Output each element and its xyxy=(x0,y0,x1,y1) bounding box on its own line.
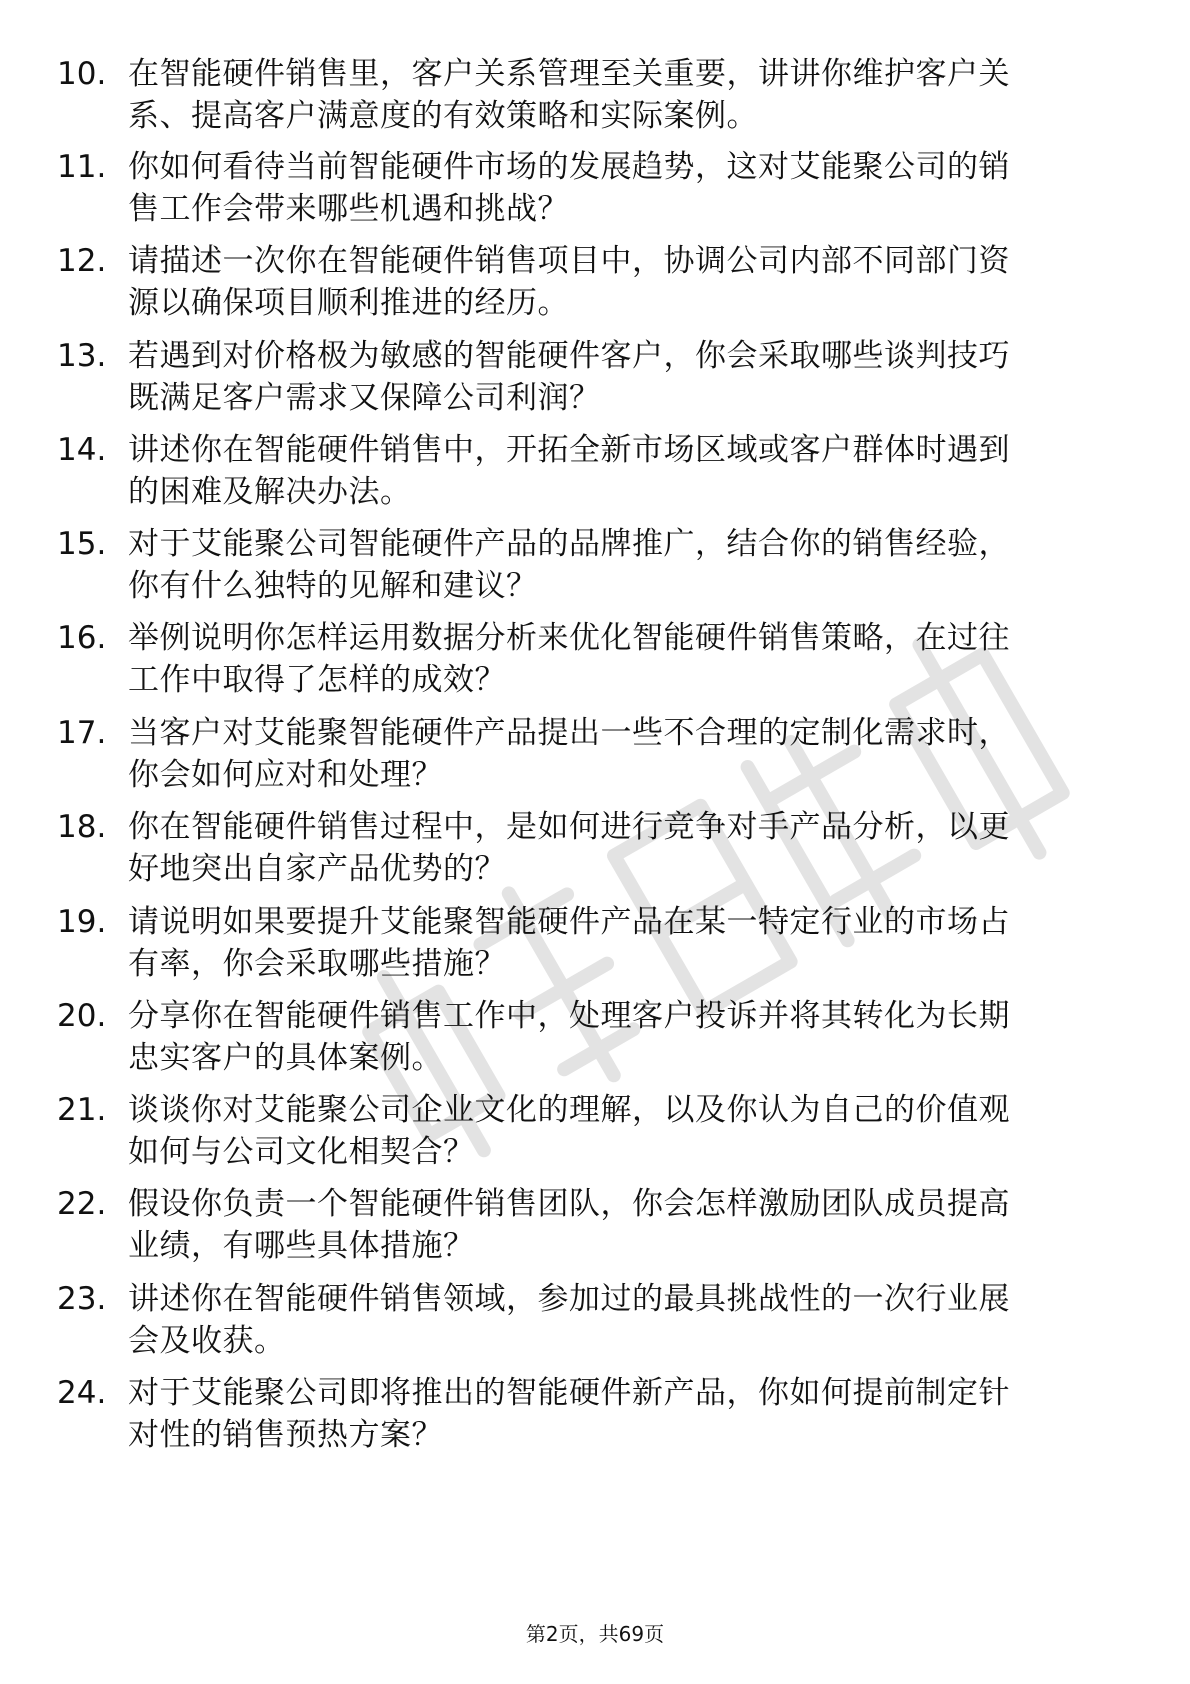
question-text-line1: 请说明如果要提升艾能聚智能硬件产品在某一特定行业的市场占 xyxy=(128,904,1010,940)
page-number-label: 第2页，共69页 xyxy=(525,1622,665,1646)
question-item xyxy=(0,806,1190,896)
question-item xyxy=(0,429,1190,519)
question-text-line2: 源以确保项目顺利推进的经历。 xyxy=(128,285,569,321)
question-number: 19. xyxy=(57,904,107,940)
question-text-line1: 在智能硬件销售里，客户关系管理至关重要，讲讲你维护客户关 xyxy=(128,56,1010,92)
question-text-line2: 工作中取得了怎样的成效？ xyxy=(128,662,506,698)
question-item xyxy=(0,240,1190,330)
question-item xyxy=(0,617,1190,707)
question-item xyxy=(0,146,1190,236)
question-number: 11. xyxy=(57,149,107,185)
question-text-line2: 如何与公司文化相契合？ xyxy=(128,1134,475,1170)
question-text-line2: 会及收获。 xyxy=(128,1323,286,1359)
question-item xyxy=(0,523,1190,613)
question-text-line2: 你会如何应对和处理？ xyxy=(128,757,443,793)
question-text-line1: 假设你负责一个智能硬件销售团队，你会怎样激励团队成员提高 xyxy=(128,1186,1010,1222)
question-text-line1: 讲述你在智能硬件销售领域，参加过的最具挑战性的一次行业展 xyxy=(128,1281,1010,1317)
question-text-line1: 举例说明你怎样运用数据分析来优化智能硬件销售策略，在过往 xyxy=(128,620,1010,656)
question-text-line2: 系、提高客户满意度的有效策略和实际案例。 xyxy=(128,98,758,134)
question-item xyxy=(0,995,1190,1085)
question-item xyxy=(0,1183,1190,1273)
question-text-line2: 对性的销售预热方案？ xyxy=(128,1417,443,1453)
question-text-line2: 的困难及解决办法。 xyxy=(128,474,412,510)
page-footer xyxy=(0,1620,1190,1648)
question-text-line1: 分享你在智能硬件销售工作中，处理客户投诉并将其转化为长期 xyxy=(128,998,1010,1034)
question-text-line2: 售工作会带来哪些机遇和挑战？ xyxy=(128,191,569,227)
question-item xyxy=(0,1372,1190,1462)
question-text-line1: 讲述你在智能硬件销售中，开拓全新市场区域或客户群体时遇到 xyxy=(128,432,1010,468)
question-text-line2: 你有什么独特的见解和建议？ xyxy=(128,568,538,604)
question-item xyxy=(0,901,1190,991)
question-number: 13. xyxy=(57,338,107,374)
question-item xyxy=(0,53,1190,143)
question-number: 16. xyxy=(57,620,107,656)
question-number: 12. xyxy=(57,243,107,279)
question-number: 21. xyxy=(57,1092,107,1128)
question-text-line1: 你在智能硬件销售过程中，是如何进行竞争对手产品分析，以更 xyxy=(128,809,1010,845)
question-text-line2: 好地突出自家产品优势的？ xyxy=(128,851,506,887)
question-number: 18. xyxy=(57,809,107,845)
question-number: 14. xyxy=(57,432,107,468)
question-item xyxy=(0,712,1190,802)
question-text-line2: 忠实客户的具体案例。 xyxy=(128,1040,443,1076)
question-text-line2: 既满足客户需求又保障公司利润？ xyxy=(128,380,601,416)
question-number: 24. xyxy=(57,1375,107,1411)
question-text-line2: 业绩，有哪些具体措施？ xyxy=(128,1228,475,1264)
question-text-line2: 有率，你会采取哪些措施？ xyxy=(128,946,506,982)
question-text-line1: 对于艾能聚公司智能硬件产品的品牌推广，结合你的销售经验， xyxy=(128,526,1010,562)
question-text-line1: 请描述一次你在智能硬件销售项目中，协调公司内部不同部门资 xyxy=(128,243,1010,279)
question-text-line1: 若遇到对价格极为敏感的智能硬件客户，你会采取哪些谈判技巧 xyxy=(128,338,1010,374)
question-item xyxy=(0,1089,1190,1179)
question-text-line1: 对于艾能聚公司即将推出的智能硬件新产品，你如何提前制定针 xyxy=(128,1375,1010,1411)
question-number: 10. xyxy=(57,56,107,92)
question-text-line1: 你如何看待当前智能硬件市场的发展趋势，这对艾能聚公司的销 xyxy=(128,149,1010,185)
question-item xyxy=(0,335,1190,425)
question-text-line1: 谈谈你对艾能聚公司企业文化的理解，以及你认为自己的价值观 xyxy=(128,1092,1010,1128)
question-number: 22. xyxy=(57,1186,107,1222)
question-number: 20. xyxy=(57,998,107,1034)
question-number: 17. xyxy=(57,715,107,751)
question-text-line1: 当客户对艾能聚智能硬件产品提出一些不合理的定制化需求时， xyxy=(128,715,1010,751)
question-number: 15. xyxy=(57,526,107,562)
question-item xyxy=(0,1278,1190,1368)
question-number: 23. xyxy=(57,1281,107,1317)
